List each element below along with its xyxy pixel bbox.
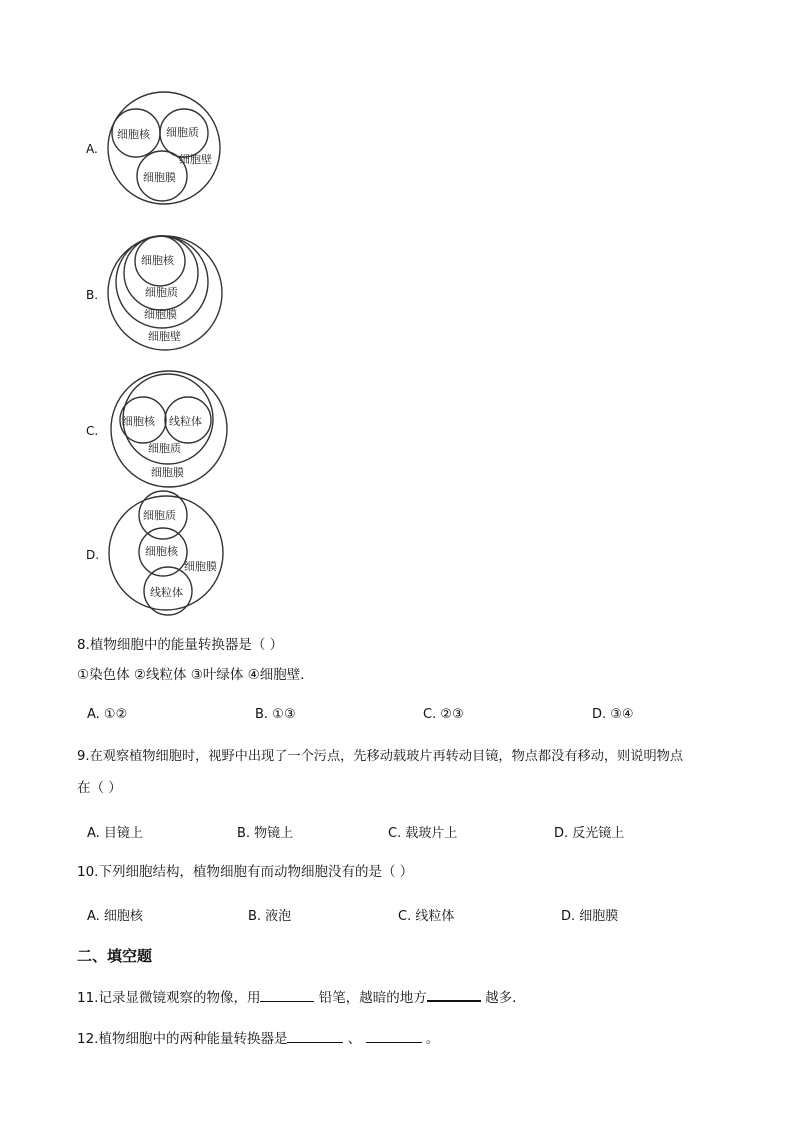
- q9-stem-line1: 9.在观察植物细胞时，视野中出现了一个污点，先移动载玻片再转动目镜，物点都没有移动，则说明物点: [77, 749, 684, 764]
- q12: [77, 1028, 439, 1049]
- label-cytoplasm: 细胞质: [148, 442, 181, 455]
- q9-choice-a[interactable]: A. 目镜上: [87, 826, 143, 841]
- q12-blank-1[interactable]: [287, 1028, 343, 1043]
- label-mitochondria: 线粒体: [150, 586, 183, 599]
- q10-choice-d[interactable]: D. 细胞膜: [561, 909, 619, 924]
- section-title: 二、填空题: [77, 947, 153, 965]
- label-membrane: 细胞膜: [144, 308, 177, 321]
- diagram-c: [107, 370, 232, 490]
- q8-choice-c[interactable]: C. ②③: [423, 707, 464, 722]
- label-mitochondria: 线粒体: [169, 415, 202, 428]
- label-membrane: 细胞膜: [151, 466, 184, 479]
- q11-part3: 越多．: [480, 990, 526, 1006]
- label-cytoplasm: 细胞质: [166, 126, 199, 139]
- q8-items: ①染色体 ②线粒体 ③叶绿体 ④细胞壁．: [77, 667, 314, 683]
- label-nucleus: 细胞核: [117, 128, 150, 141]
- label-nucleus: 细胞核: [141, 254, 174, 267]
- diagram-d: [107, 496, 232, 614]
- q10-choice-b[interactable]: B. 液泡: [248, 909, 292, 924]
- q9-choice-d[interactable]: D. 反光镜上: [554, 826, 625, 841]
- q12-part1: 12.植物细胞中的两种能量转换器是: [77, 1031, 288, 1047]
- option-d-label: D.: [86, 548, 100, 562]
- q9-choice-b[interactable]: B. 物镜上: [237, 826, 294, 841]
- option-c-label: C.: [86, 424, 99, 438]
- label-cell-wall: 细胞壁: [148, 330, 181, 343]
- q10-stem: 10.下列细胞结构，植物细胞有而动物细胞没有的是（ ）: [77, 864, 414, 880]
- option-a-label: A.: [86, 142, 98, 156]
- q12-blank-2[interactable]: [366, 1028, 422, 1043]
- label-membrane: 细胞膜: [184, 560, 217, 573]
- q11: [77, 986, 526, 1008]
- label-membrane: 细胞膜: [143, 171, 176, 184]
- label-cytoplasm: 细胞质: [145, 286, 178, 299]
- q11-blank-1[interactable]: [260, 987, 314, 1002]
- q11-blank-2[interactable]: [427, 986, 481, 1002]
- q10-choice-c[interactable]: C. 线粒体: [398, 909, 455, 924]
- q8-choice-d[interactable]: D. ③④: [592, 707, 634, 722]
- diagram-a: [104, 92, 229, 207]
- q12-sep: 、: [347, 1031, 362, 1047]
- q11-part1: 11.记录显微镜观察的物像，用: [77, 990, 261, 1006]
- q12-part3: 。: [425, 1031, 440, 1047]
- option-b-label: B.: [86, 288, 99, 302]
- label-nucleus: 细胞核: [122, 415, 155, 428]
- label-nucleus: 细胞核: [145, 545, 178, 558]
- diagram-b: [108, 236, 228, 351]
- q8-choice-b[interactable]: B. ①③: [255, 707, 296, 722]
- q8-stem: 8.植物细胞中的能量转换器是（ ）: [77, 637, 284, 653]
- q9-stem-line2: 在（ ）: [77, 780, 122, 796]
- q10-choice-a[interactable]: A. 细胞核: [87, 909, 143, 924]
- q8-choice-a[interactable]: A. ①②: [87, 707, 128, 722]
- q9-choice-c[interactable]: C. 载玻片上: [388, 826, 458, 841]
- label-cytoplasm: 细胞质: [143, 509, 176, 522]
- label-cell-wall: 细胞壁: [179, 153, 212, 166]
- q11-part2: 铅笔，越暗的地方: [318, 990, 427, 1006]
